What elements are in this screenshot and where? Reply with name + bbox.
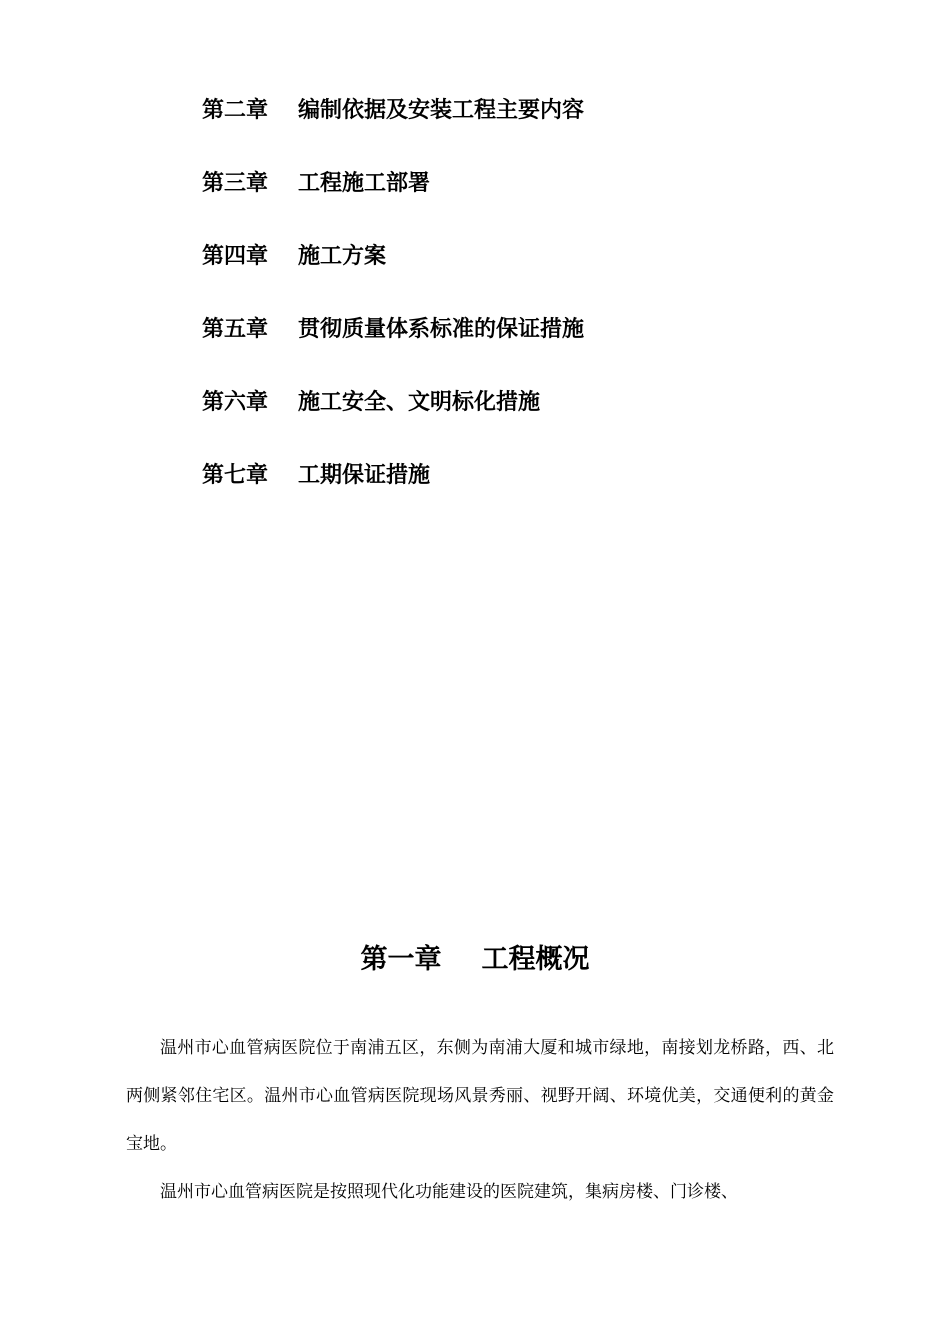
toc-chapter-number: 第四章 xyxy=(202,244,269,269)
body-paragraph: 温州市心血管病医院是按照现代化功能建设的医院建筑，集病房楼、门诊楼、 xyxy=(160,1182,738,1202)
table-of-contents xyxy=(202,92,902,530)
toc-item-chapter-4 xyxy=(202,238,902,311)
toc-chapter-title: 工期保证措施 xyxy=(298,463,431,488)
toc-chapter-number: 第二章 xyxy=(202,98,269,123)
toc-item-chapter-6 xyxy=(202,384,902,457)
toc-chapter-title: 编制依据及安装工程主要内容 xyxy=(298,98,585,123)
chapter-heading-title: 工程概况 xyxy=(481,944,590,975)
toc-chapter-number: 第五章 xyxy=(202,317,269,342)
toc-chapter-title: 工程施工部署 xyxy=(298,171,431,196)
toc-item-chapter-3 xyxy=(202,165,902,238)
body-paragraph: 温州市心血管病医院位于南浦五区，东侧为南浦大厦和城市绿地，南接划龙桥路，西、北两侧紧邻住宅区。温州市心血管病医院现场风景秀丽、视野开阔、环境优美，交通便利的黄金宝地。 xyxy=(126,1038,834,1154)
toc-item-chapter-7 xyxy=(202,457,902,530)
toc-chapter-title: 施工安全、文明标化措施 xyxy=(298,390,541,415)
toc-chapter-number: 第六章 xyxy=(202,390,269,415)
toc-chapter-title: 施工方案 xyxy=(298,244,387,269)
toc-chapter-title: 贯彻质量体系标准的保证措施 xyxy=(298,317,585,342)
toc-chapter-number: 第三章 xyxy=(202,171,269,196)
chapter-heading xyxy=(0,938,950,982)
toc-item-chapter-5 xyxy=(202,311,902,384)
chapter-body xyxy=(126,1024,834,1216)
toc-item-chapter-2 xyxy=(202,92,902,165)
chapter-heading-number: 第一章 xyxy=(360,944,442,975)
toc-chapter-number: 第七章 xyxy=(202,463,269,488)
